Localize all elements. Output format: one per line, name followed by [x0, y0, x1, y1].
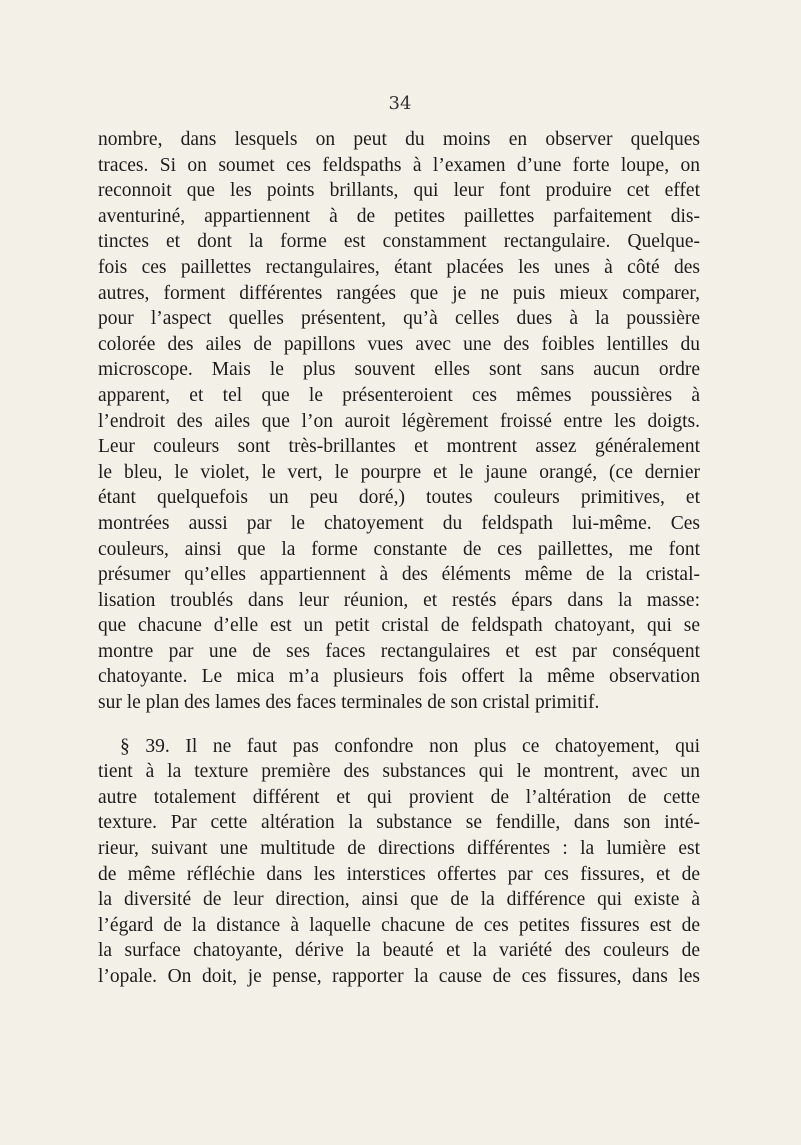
text-line: apparent, et tel que le présenteroient ces mêmes poussières à [98, 384, 700, 406]
paragraph-1 [98, 127, 700, 716]
text-line: lisation troublés dans leur réunion, et restés épars dans la masse: [98, 589, 700, 611]
text-line: chatoyante. Le mica m’a plusieurs fois offert la même observation [98, 666, 700, 688]
text-line: Leur couleurs sont très-brillantes et montrent assez généralement [98, 436, 700, 458]
text-line: de même réfléchie dans les interstices offertes par ces fissures, et de [98, 863, 700, 885]
text-line: traces. Si on soumet ces feldspaths à l’examen d’une forte loupe, on [98, 154, 700, 176]
text-line: nombre, dans lesquels on peut du moins en observer quelques [98, 129, 700, 150]
text-line: l’égard de la distance à laquelle chacune de ces petites fissures est de [98, 914, 700, 936]
text-line: présumer qu’elles appartiennent à des éléments même de la cristal- [98, 564, 700, 586]
text-line: rieur, suivant une multitude de directions différentes : la lumière est [98, 838, 700, 860]
text-line: couleurs, ainsi que la forme constante de ces paillettes, me font [98, 538, 700, 560]
text-line: aventuriné, appartiennent à de petites paillettes parfaitement dis- [98, 205, 700, 227]
text-line: que chacune d’elle est un petit cristal de feldspath chatoyant, qui se [98, 615, 700, 637]
text-line: le bleu, le violet, le vert, le pourpre et le jaune orangé, (ce dernier [98, 461, 700, 483]
text-line: l’opale. On doit, je pense, rapporter la cause de ces fissures, dans les [98, 966, 700, 987]
text-line: autres, forment différentes rangées que je ne puis mieux comparer, [98, 282, 700, 304]
body-text [98, 127, 700, 990]
page-number: 34 [388, 93, 412, 114]
text-line: tient à la texture première des substances qui le montrent, avec un [98, 761, 700, 783]
text-line: texture. Par cette altération la substance se fendille, dans son inté- [98, 812, 700, 834]
text-line: pour l’aspect quelles présentent, qu’à celles dues à la poussière [98, 308, 700, 330]
text-line: la surface chatoyante, dérive la beauté et la variété des couleurs de [98, 940, 700, 962]
paragraph-2 [98, 734, 700, 990]
text-line: microscope. Mais le plus souvent elles sont sans aucun ordre [98, 359, 700, 381]
text-line: montre par une de ses faces rectangulaires et est par conséquent [98, 640, 700, 662]
text-line: l’endroit des ailes que l’on auroit légèrement froissé entre les doigts. [98, 410, 700, 432]
text-line: autre totalement différent et qui provient de l’altération de cette [98, 786, 700, 808]
text-line: étant quelquefois un peu doré,) toutes couleurs primitives, et [98, 487, 700, 509]
text-line: § 39. Il ne faut pas confondre non plus ce chatoyement, qui [120, 735, 700, 757]
text-line: la diversité de leur direction, ainsi que de la différence qui existe à [98, 889, 700, 911]
text-line: reconnoit que les points brillants, qui leur font produire cet effet [98, 180, 700, 202]
text-line: colorée des ailes de papillons vues avec une des foibles lentilles du [98, 333, 700, 355]
text-line: montrées aussi par le chatoyement du feldspath lui-même. Ces [98, 512, 700, 534]
text-line: sur le plan des lames des faces terminales de son cristal primitif. [98, 692, 600, 714]
text-line: tinctes et dont la forme est constamment rectangulaire. Quelque- [98, 231, 700, 253]
paragraph-gap [98, 716, 700, 734]
text-line: fois ces paillettes rectangulaires, étant placées les unes à côté des [98, 256, 700, 278]
